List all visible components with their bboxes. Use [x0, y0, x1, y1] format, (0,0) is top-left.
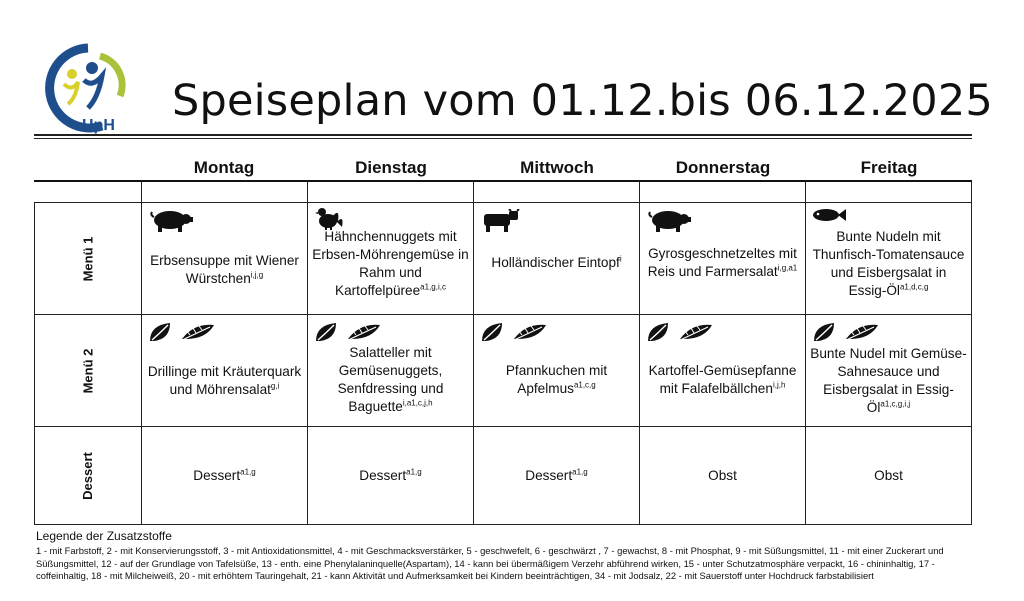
row-label-menu-2: Menü 2 [35, 315, 142, 427]
additive-codes: a1,g [240, 466, 256, 476]
dish-text: Pfannkuchen mit Apfelmus [505, 362, 608, 396]
cell-menu1-thursday [640, 203, 806, 315]
dish-text: Obst [708, 467, 737, 483]
cell-menu2-thursday [640, 315, 806, 427]
row-label-dessert: Dessert [35, 427, 142, 525]
additive-codes: a1,g [572, 466, 588, 476]
page-title: Speiseplan vom 01.12.bis 06.12.2025 [172, 76, 993, 126]
additive-codes: i,g,a1 [777, 262, 798, 272]
additive-codes: a1,c,g,i,j [880, 398, 911, 408]
day-header-thursday: Donnerstag [675, 158, 771, 177]
dessert-row [35, 427, 972, 525]
feather-icon [180, 321, 216, 343]
logo-text: HpH [82, 117, 115, 134]
dish-text: Salatteller mit Gemüsenuggets, Senfdressing und Baguette [337, 344, 444, 414]
subheader-row [34, 180, 972, 204]
additive-codes: a1,d,c,g [899, 281, 929, 291]
cell-menu2-monday [142, 315, 308, 427]
cow-icon [480, 209, 520, 233]
pig-icon [148, 208, 194, 232]
dish-text: Dessert [525, 467, 573, 483]
leaf-icon [646, 321, 670, 343]
cell-dessert-monday [142, 427, 308, 525]
feather-icon [678, 321, 714, 343]
feather-icon [512, 321, 548, 343]
dish-text: Dessert [359, 467, 407, 483]
row-label-menu-1: Menü 1 [35, 203, 142, 315]
cell-dessert-tuesday [308, 427, 474, 525]
additive-codes: a1,c,g [573, 379, 596, 389]
cell-menu1-monday [142, 203, 308, 315]
leaf-icon [148, 321, 172, 343]
dish-text: Bunte Nudeln mit Thunfisch-Tomatensauce und Eisbergsalat in Essig-Öl [812, 228, 965, 298]
title-divider [34, 134, 972, 136]
dish-text: Holländischer Eintopf [491, 254, 620, 270]
cell-menu2-tuesday [308, 315, 474, 427]
cell-dessert-friday [806, 427, 972, 525]
dish-text: Bunte Nudel mit Gemüse-Sahnesauce und Eisbergsalat in Essig-Öl [810, 345, 967, 415]
fish-icon [810, 205, 848, 225]
additive-codes: g,i [270, 380, 280, 390]
feather-icon [844, 321, 880, 343]
cell-dessert-wednesday [474, 427, 640, 525]
day-header-tuesday: Dienstag [355, 158, 427, 177]
dish-text: Erbsensuppe mit Wiener Würstchen [150, 252, 299, 286]
dish-text: Kartoffel-Gemüsepfanne mit Falafelbällchen [648, 362, 797, 396]
additive-codes: a1,g [406, 466, 422, 476]
day-header-wednesday: Mittwoch [520, 158, 594, 177]
day-header-monday: Montag [193, 158, 255, 177]
hph-logo [38, 42, 134, 134]
additive-codes: i [619, 253, 622, 263]
pig-icon [646, 208, 692, 232]
dish-text: Obst [874, 467, 903, 483]
leaf-icon [812, 321, 836, 343]
dish-text: Hähnchennuggets mit Erbsen-Möhrengemüse in Rahm und Kartoffelpüree [312, 228, 469, 298]
leaf-icon [314, 321, 338, 343]
leaf-icon [480, 321, 504, 343]
title-divider-thin [34, 138, 972, 139]
legend-text: 1 - mit Farbstoff, 2 - mit Konservierungsstoff, 3 - mit Antioxidationsmittel, 4 - mit Geschmacksverstärker, 5 - geschwefelt, 6 - geschwärzt , 7 - gewachst, 8 - mit Phosphat, 9 - mit Süßungsmittel, 11 - mit einer Zuckerart und Süßungsmittel, 12 - auf der Grundlage von Tafelsüße, 13 - enth. eine Phenylalaninquelle(Aspartam), 14 - kann bei übermäßigem Verzehr abführend wirken, 15 - unter Schutzatmosphäre verpackt, 16 - chininhaltig, 17 - coffeinhaltig, 18 - mit Milcheiweiß, 20 - mit erhöhtem Tauringehalt, 21 - kann Aktivität und Aufmerksamkeit bei Kindern beeinträchtigen, 34 - mit Jodsalz, 22 - mit Sauerstoff unter Hochdruck farbstabilisiert [36, 545, 944, 582]
day-header-friday: Freitag [860, 158, 918, 177]
cell-menu2-wednesday [474, 315, 640, 427]
cell-dessert-thursday [640, 427, 806, 525]
additive-codes: i,j,g [250, 269, 264, 279]
dish-text: Drillinge mit Kräuterquark und Möhrensalat [147, 363, 302, 397]
additive-codes: i,j,h [772, 379, 786, 389]
feather-icon [346, 321, 382, 343]
cell-menu1-wednesday [474, 203, 640, 315]
menu-row-1 [35, 203, 972, 315]
cell-menu2-friday [806, 315, 972, 427]
additive-codes: a1,g,i,c [420, 281, 446, 291]
cell-menu1-friday [806, 203, 972, 315]
dish-text: Dessert [193, 467, 241, 483]
legend-title: Legende der Zusatzstoffe [36, 529, 172, 543]
dish-text: Gyrosgeschnetzeltes mit Reis und Farmersalat [647, 245, 797, 279]
menu-row-2 [35, 315, 972, 427]
additive-codes: i,a1,c,j,h [402, 397, 433, 407]
menu-table [34, 202, 972, 525]
cell-menu1-tuesday [308, 203, 474, 315]
chicken-icon [314, 205, 344, 231]
